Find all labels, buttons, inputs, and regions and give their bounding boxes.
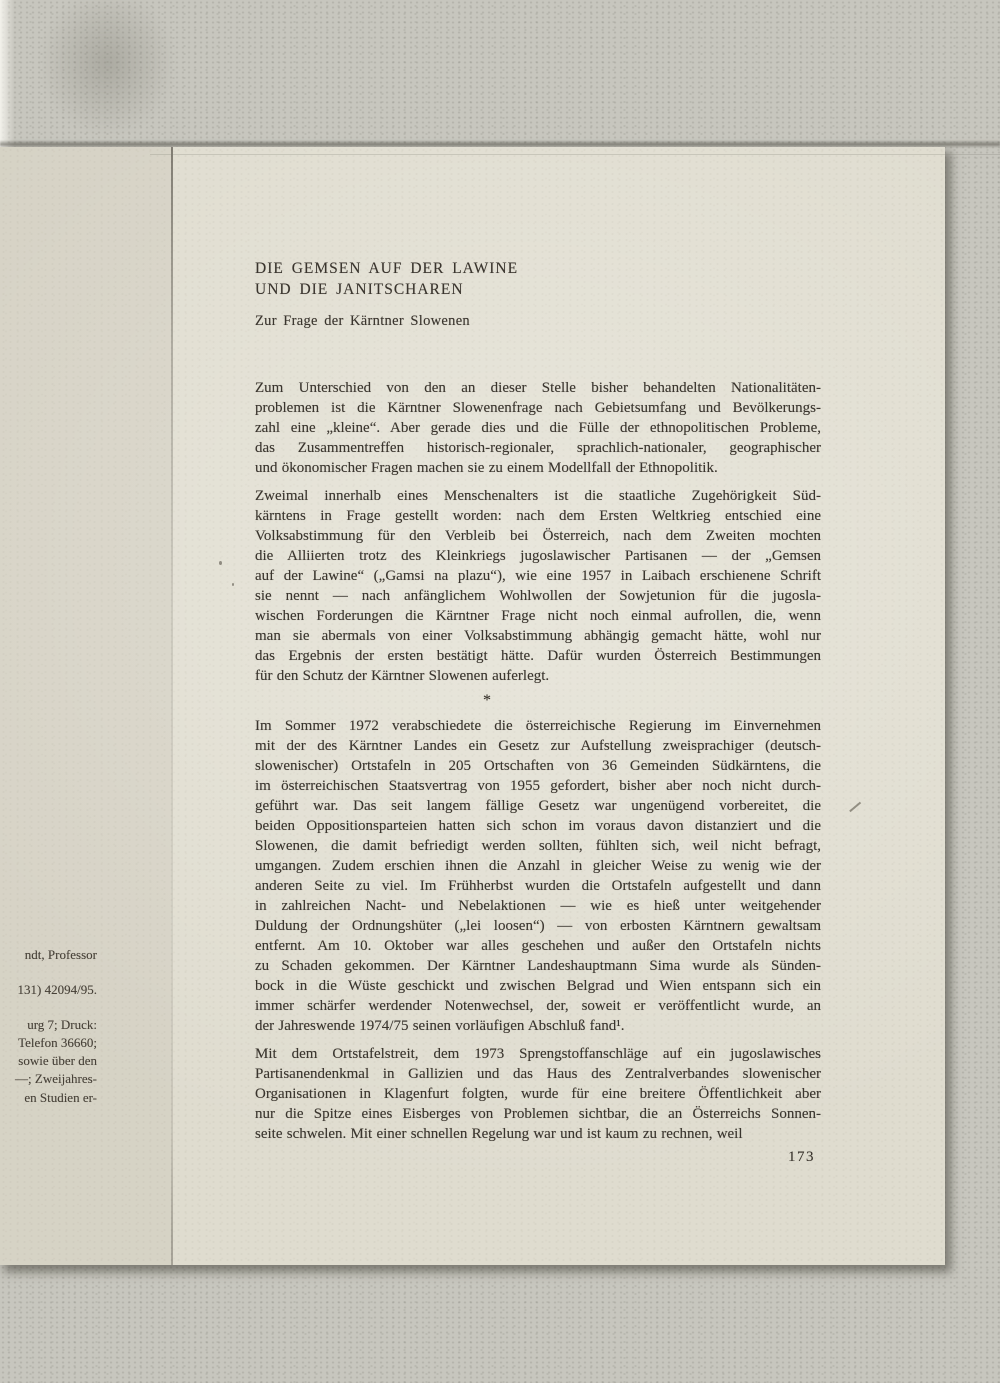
text-line: Partisanendenkmal in Gallizien und das Haus des Zentralverbandes slowenischer — [255, 1066, 821, 1082]
text-line: zu Schaden gekommen. Der Kärntner Landeshauptmann Sima wurde als Sünden- — [255, 958, 821, 974]
margin-fragment: urg 7; Druck: — [27, 1017, 97, 1032]
text-line: immer schärfer werdender Notenwechsel, der, soweit er veröffentlicht wurde, an — [255, 998, 821, 1014]
paragraph — [255, 486, 821, 686]
text-line: wischen Forderungen die Kärntner Frage nicht noch einmal aufrollen, die, wenn — [255, 608, 821, 624]
text-line: das Ergebnis der ersten bestätigt hätte. Dafür wurden Österreich Bestimmungen — [255, 648, 821, 664]
text-line: mit der des Kärntner Landes ein Gesetz zur Aufstellung zweisprachiger (deutsch- — [255, 738, 821, 754]
text-line: man sie abermals von einer Volksabstimmung abhängig gemacht hätte, wohl nur — [255, 628, 821, 644]
text-line: Im Sommer 1972 verabschiedete die österreichische Regierung im Einvernehmen — [255, 718, 821, 734]
margin-fragment: 131) 42094/95. — [17, 982, 97, 997]
paragraph — [255, 378, 821, 478]
text-line: slowenischer) Ortstafeln in 205 Ortschaften von 36 Gemeinden Südkärntens, die — [255, 758, 821, 774]
margin-fragment: en Studien er- — [24, 1090, 97, 1105]
text-line: im österreichischen Staatsvertrag von 1955 gefordert, bisher aber noch nicht durch- — [255, 778, 821, 794]
section-separator: * — [483, 692, 491, 709]
scan-speck — [219, 561, 222, 565]
text-line: zahl eine „kleine“. Aber gerade dies und die Fülle der ethnopolitischen Probleme, — [255, 420, 821, 436]
text-line: Duldung der Ordnungshüter („lei loosen“) — von erbosten Kärntnern gewaltsam — [255, 918, 821, 934]
text-line: Zum Unterschied von den an dieser Stelle bisher behandelten Nationalitäten- — [255, 380, 821, 396]
text-line: geführt war. Das seit langem fällige Gesetz war ungenügend vorbereitet, die — [255, 798, 821, 814]
text-line: kärntens in Frage gestellt worden: nach dem Ersten Weltkrieg entschied eine — [255, 508, 821, 524]
scan-smudge — [40, 0, 190, 140]
text-line: Zweimal innerhalb eines Menschenalters ist die staatliche Zugehörigkeit Süd- — [255, 488, 821, 504]
scan-edge-highlight — [0, 0, 14, 150]
article-subtitle: Zur Frage der Kärntner Slowenen — [255, 313, 470, 329]
page-fold-crease — [171, 147, 173, 1265]
margin-fragment: sowie über den — [18, 1053, 97, 1068]
article-title-line2: UND DIE JANITSCHAREN — [255, 281, 464, 298]
text-line: sie nennt — nach anfänglichem Wohlwollen der Sowjetunion für die jugosla- — [255, 588, 821, 604]
paragraph — [255, 716, 821, 1036]
text-line: Organisationen in Klagenfurt folgten, wurde für eine breitere Öffentlichkeit aber — [255, 1086, 821, 1102]
margin-fragment: Telefon 36660; — [18, 1035, 97, 1050]
text-line: und ökonomischer Fragen machen sie zu einem Modellfall der Ethnopolitik. — [255, 460, 718, 476]
text-line: seite schwelen. Mit einer schnellen Regelung war und ist kaum zu rechnen, weil — [255, 1126, 743, 1142]
text-line: umgangen. Zudem erschien ihnen die Anzahl in gleicher Weise zu wenig wie der — [255, 858, 821, 874]
page-number: 173 — [788, 1149, 815, 1165]
paragraphs — [255, 378, 821, 1144]
paper-sheet — [0, 147, 945, 1265]
text-line: in zahlreichen Nacht- und Nebelaktionen — wie es hieß unter weitgehender — [255, 898, 821, 914]
text-line: problemen ist die Kärntner Slowenenfrage nach Gebietsumfang und Bevölkerungs- — [255, 400, 821, 416]
text-line: anderen Seite zu viel. Im Frühherbst wurden die Ortstafeln aufgestellt und dann — [255, 878, 821, 894]
text-line: Slowenen, die damit befriedigt werden sollten, fühlten sich, weil nicht befragt, — [255, 838, 821, 854]
text-line: Volksabstimmung für den Verbleib bei Österreich, nach dem Zweiten mochten — [255, 528, 821, 544]
scan-speck — [232, 583, 234, 586]
paragraph — [255, 1044, 821, 1144]
text-line: Mit dem Ortstafelstreit, dem 1973 Sprengstoffanschläge auf ein jugoslawisches — [255, 1046, 821, 1062]
text-line: die Alliierten trotz des Kleinkriegs jugoslawischer Partisanen — der „Gemsen — [255, 548, 821, 564]
text-line: nur die Spitze eines Eisberges von Problemen sichtbar, die an Österreichs Sonnen- — [255, 1106, 821, 1122]
text-line: das Zusammentreffen historisch-regionaler, sprachlich-nationaler, geographischer — [255, 440, 821, 456]
article-title-line1: DIE GEMSEN AUF DER LAWINE — [255, 260, 519, 277]
faint-scan-line — [150, 154, 1000, 155]
text-line: der Jahreswende 1974/75 seinen vorläufigen Abschluß fand¹. — [255, 1018, 625, 1034]
margin-fragment: —; Zweijahres- — [15, 1071, 97, 1086]
article — [255, 258, 821, 1144]
text-line: beiden Oppositionsparteien hatten sich schon im voraus davon distanziert und die — [255, 818, 821, 834]
text-line: entfernt. Am 10. Oktober war alles geschehen und außer den Ortstafeln nichts — [255, 938, 821, 954]
text-line: für den Schutz der Kärntner Slowenen auferlegt. — [255, 668, 550, 684]
text-line: auf der Lawine“ („Gamsi na plazu“), wie eine 1957 in Laibach erschienene Schrift — [255, 568, 821, 584]
margin-fragment: ndt, Professor — [24, 947, 97, 962]
text-line: bock in die Wüste geschickt und zwischen Belgrad und Wien entspann sich ein — [255, 978, 821, 994]
